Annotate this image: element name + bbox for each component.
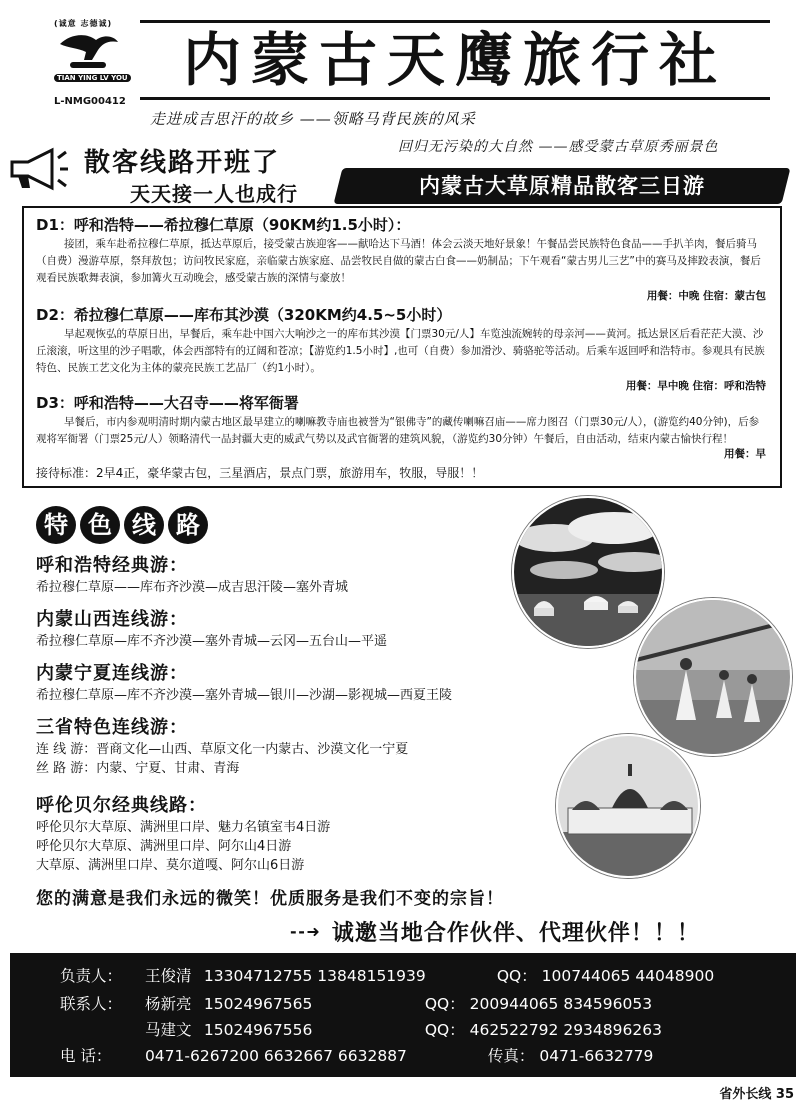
office-phones: 0471-6267200 6632667 6632887: [144, 1047, 407, 1065]
day-3-meal: 用餐：早: [724, 448, 766, 460]
logo-english-name: TIAN YING LV YOU: [54, 74, 131, 82]
route-three-provinces: [36, 716, 408, 778]
day-1-title: D1：呼和浩特——希拉穆仁草原（90KM约1.5小时）：: [36, 216, 411, 234]
eagle-logo-icon: [56, 30, 120, 70]
partner-invitation: [290, 916, 700, 947]
manager-qq-label: QQ：: [496, 967, 537, 985]
grassland-yurts-photo: [512, 496, 664, 648]
contact-phones: 15024967565: [203, 995, 313, 1013]
open-title: 散客线路开班了: [84, 148, 281, 178]
megaphone-icon: [8, 146, 68, 192]
manager-name: 王俊清: [144, 967, 192, 985]
service-standard: 接待标准：2早4正，豪华蒙古包，三星酒店，景点门票，旅游用车，牧服，导服！！: [36, 466, 484, 480]
manager-phones: 13304712755 13848151939: [203, 967, 426, 985]
agency-name: 内蒙古天鹰旅行社: [140, 20, 770, 100]
day-2-text: 早起观恢弘的草原日出，早餐后，乘车赴中国六大响沙之一的库布其沙漠【门票30元/人】车览浊流婉转的母亲河——黄河。抵达景区后看茫茫大漠、沙丘滚滚，听这里的沙子唱歌，体会西部特有的辽阔和苍凉；【游览约1.5小时】,也可（自费）参加滑沙、骑骆驼等活动。后乘车返回呼和浩特市。参观具有民族特色、民族工艺文化为主体的蒙亮民族工艺品厂（约1小时）。: [36, 328, 765, 374]
day-3-text: 早餐后，市内参观明清时期内蒙古地区最早建立的喇嘛教寺庙也被誉为“银佛寺”的藏传喇嘛召庙——席力图召（门票30元/人），(游览约40分钟)，后参观将军衙署（门票25元/人）领略清代一品封疆大吏的威武气势以及武官衙署的建筑风貌，（游览约30分钟）午餐后，自由活动，结束内蒙古愉快行程！: [36, 416, 760, 445]
badge-char: 路: [168, 506, 208, 544]
slogan-2: 回归无污染的大自然 ——感受蒙古草原秀丽景色: [398, 139, 719, 155]
day-1-text: 接团，乘车赴希拉穆仁草原，抵达草原后，接受蒙古族迎客——献哈达下马酒！体会云淡天地好景象！午餐品尝民族特色食品——手扒羊肉，餐后骑马（自费）漫游草原，祭拜敖包；访问牧民家庭，亲临蒙古族家庭、品尝牧民自做的蒙古白食——奶制品；下午观看“蒙古男儿三艺”中的赛马及摔跤表演，餐后观看民族歌舞表演，参加篝火互动晚会，感受蒙古族的深情与豪放！: [36, 238, 761, 284]
route-line: 希拉穆仁草原—库不齐沙漠—塞外青城—云冈—五台山—平遥: [36, 634, 388, 649]
day-2-meal: 用餐：早中晚 住宿：呼和浩特: [625, 380, 766, 392]
route-name: 呼和浩特经典游：: [36, 555, 188, 576]
route-line: 丝 路 游：内蒙、宁夏、甘肃、青海: [36, 761, 240, 776]
route-ningxia: [36, 662, 452, 705]
contact-row-manager: [60, 965, 714, 987]
dashed-arrow-icon: - - ➜: [290, 922, 318, 941]
tour-title-banner: [334, 168, 791, 204]
itinerary-box: [22, 206, 782, 488]
fax-label: 传真：: [487, 1047, 535, 1065]
day-1-meal: 用餐：中晚 住宿：蒙古包: [646, 290, 766, 302]
contact-label: 联系人：: [60, 995, 123, 1013]
contact-name: 杨新亮: [144, 995, 192, 1013]
route-line: 希拉穆仁草原——库布齐沙漠—成吉思汗陵—塞外青城: [36, 580, 349, 595]
day-3-title: D3：呼和浩特——大召寺——将军衙署: [36, 394, 299, 412]
contact-qq-label-2: QQ：: [424, 1021, 465, 1039]
license-number: L-NMG00412: [54, 96, 126, 107]
featured-routes-badge: [36, 506, 208, 544]
route-hulunbuir: [36, 794, 330, 875]
open-subtitle: 天天接一人也成行: [130, 182, 298, 206]
mausoleum-photo: [556, 734, 700, 878]
route-name: 内蒙山西连线游：: [36, 609, 188, 630]
badge-char: 特: [36, 506, 76, 544]
contact-row-contact: [60, 993, 652, 1015]
service-motto: 您的满意是我们永远的微笑！优质服务是我们不变的宗旨！: [36, 889, 504, 909]
header: [0, 0, 800, 160]
route-name: 内蒙宁夏连线游：: [36, 663, 188, 684]
slogan-1: 走进成吉思汗的故乡 ——领略马背民族的风采: [150, 110, 476, 128]
dance-performance-photo: [634, 598, 792, 756]
route-hohhot: [36, 554, 348, 597]
contact-phones-2: 15024967556: [203, 1021, 313, 1039]
route-line: 大草原、满洲里口岸、莫尔道嘎、阿尔山6日游: [36, 858, 305, 873]
contact-row-second: [60, 1019, 662, 1041]
fax-number: 0471-6632779: [539, 1047, 654, 1065]
agency-logo: [44, 14, 134, 88]
manager-qq: 100744065 44048900: [541, 967, 715, 985]
route-line: 希拉穆仁草原—库不齐沙漠—塞外青城—银川—沙湖—影视城—西夏王陵: [36, 688, 453, 703]
badge-char: 线: [124, 506, 164, 544]
contact-panel: [10, 953, 796, 1077]
route-line: 呼伦贝尔大草原、满洲里口岸、阿尔山4日游: [36, 839, 292, 854]
tour-title: 内蒙古大草原精品散客三日游: [419, 174, 705, 198]
phone-label: 电 话：: [60, 1047, 112, 1065]
route-line: 呼伦贝尔大草原、满洲里口岸、魅力名镇室韦4日游: [36, 820, 331, 835]
route-name: 呼伦贝尔经典线路：: [36, 795, 207, 816]
logo-slogan: (诚意 志德诚): [54, 19, 113, 28]
contact-qq: 200944065 834596053: [469, 995, 653, 1013]
contact-row-phone: [60, 1045, 653, 1067]
route-line: 连 线 游：晋商文化—山西、草原文化一内蒙古、沙漠文化一宁夏: [36, 742, 409, 757]
manager-label: 负责人：: [60, 967, 123, 985]
contact-qq-label: QQ：: [424, 995, 465, 1013]
page-footer: 省外长线 35: [719, 1087, 794, 1100]
badge-char: 色: [80, 506, 120, 544]
route-shanxi: [36, 608, 387, 651]
route-name: 三省特色连线游：: [36, 717, 188, 738]
contact-qq-2: 462522792 2934896263: [469, 1021, 662, 1039]
day-2-title: D2：希拉穆仁草原——库布其沙漠（320KM约4.5~5小时）: [36, 306, 452, 324]
contact-name-2: 马建文: [144, 1021, 192, 1039]
invite-text: 诚邀当地合作伙伴、代理伙伴！！！: [331, 921, 700, 946]
